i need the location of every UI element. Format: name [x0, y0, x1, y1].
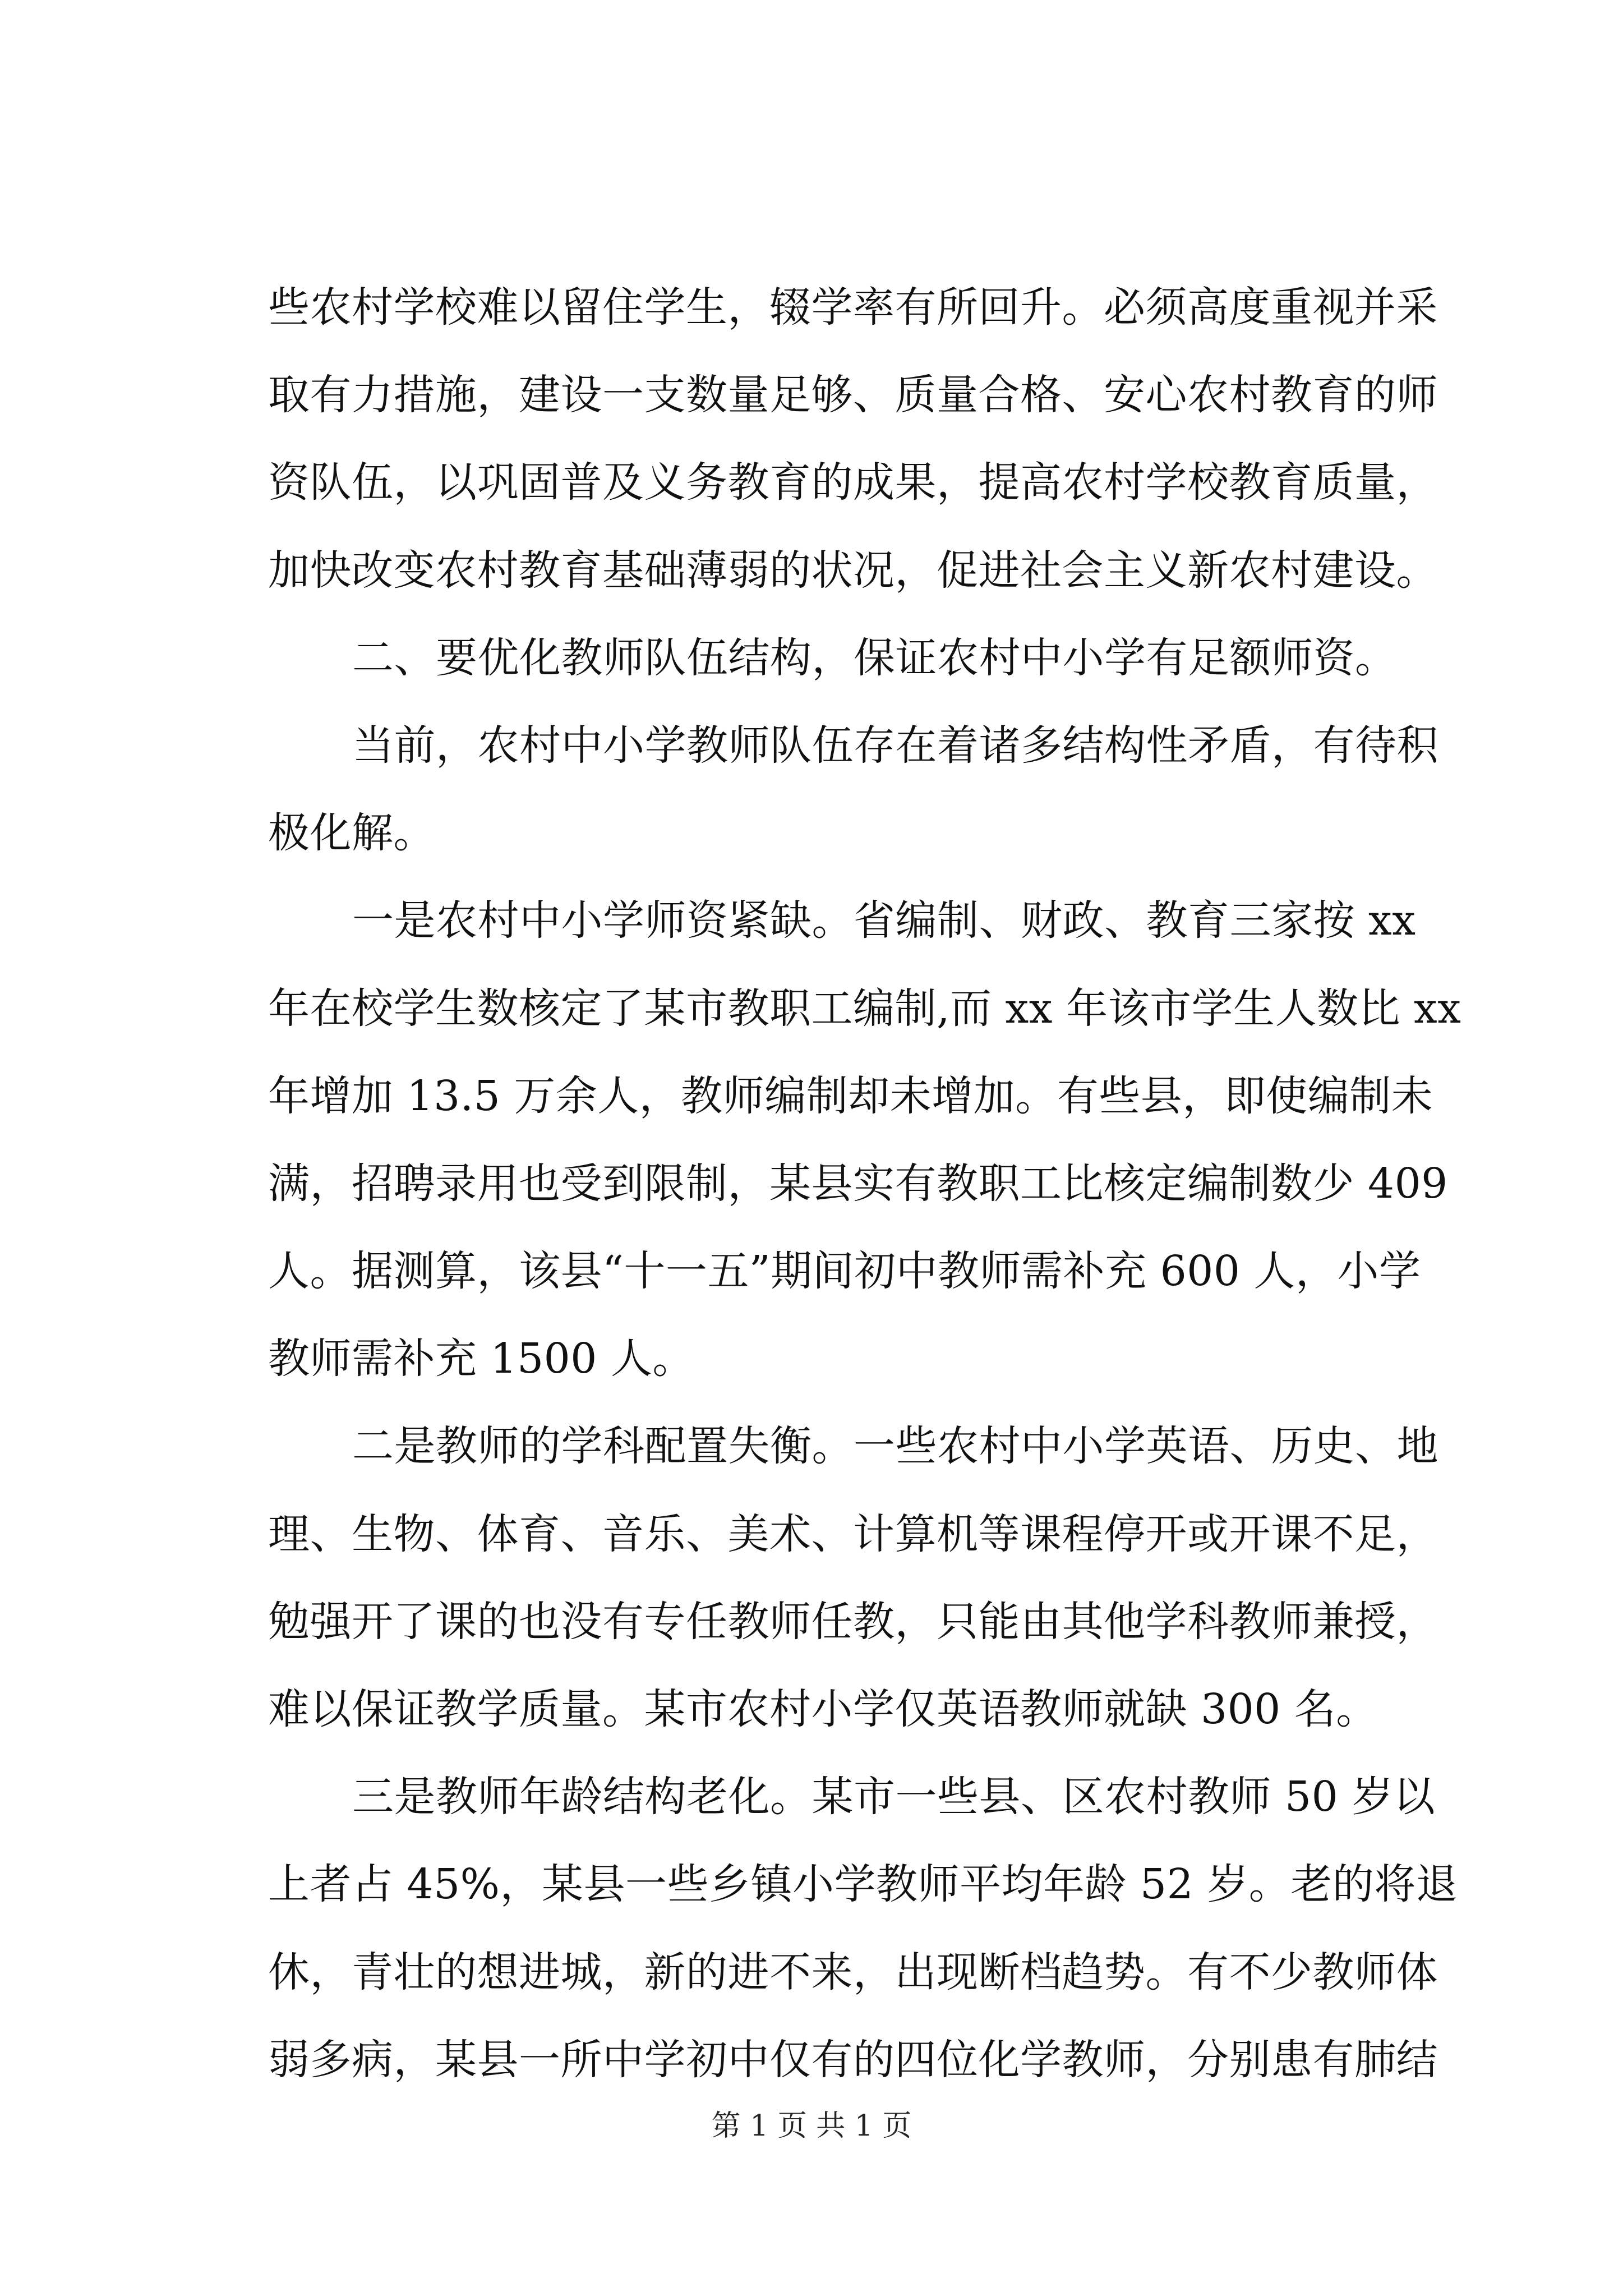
text-line: 三是教师年龄结构老化。某市一些县、区农村教师 50 岁以 [352, 1773, 1436, 1821]
text-line: 上者占 45%，某县一些乡镇小学教师平均年龄 52 岁。老的将退 [268, 1860, 1458, 1909]
text-line: 些农村学校难以留住学生，辍学率有所回升。必须高度重视并采 [268, 283, 1438, 332]
text-line: 人。据测算，该县“十一五”期间初中教师需补充 600 人，小学 [268, 1247, 1421, 1296]
text-line: 二是教师的学科配置失衡。一些农村中小学英语、历史、地 [352, 1422, 1438, 1471]
text-line: 教师需补充 1500 人。 [268, 1335, 694, 1383]
text-line: 满，招聘录用也受到限制，某县实有教职工比核定编制数少 409 [268, 1159, 1448, 1208]
text-line: 弱多病，某县一所中学初中仅有的四位化学教师，分别患有肺结 [268, 2035, 1438, 2084]
page-footer [0, 2109, 1623, 2143]
text-line: 年增加 13.5 万余人，教师编制却未增加。有些县，即使编制未 [268, 1071, 1433, 1120]
text-line: 取有力措施，建设一支数量足够、质量合格、安心农村教育的师 [268, 371, 1438, 420]
page-number: 第 1 页 共 1 页 [711, 2109, 912, 2143]
text-line: 难以保证教学质量。某市农村小学仅英语教师就缺 300 名。 [268, 1685, 1378, 1733]
text-line: 当前，农村中小学教师队伍存在着诸多结构性矛盾，有待积 [352, 721, 1438, 770]
text-line: 极化解。 [268, 809, 435, 858]
text-line: 勉强开了课的也没有专任教师任教，只能由其他学科教师兼授， [268, 1597, 1438, 1646]
text-line: 理、生物、体育、音乐、美术、计算机等课程停开或开课不足， [268, 1510, 1438, 1558]
text-line: 一是农村中小学师资紧缺。省编制、财政、教育三家按 xx [352, 896, 1416, 945]
text-line: 休，青壮的想进城，新的进不来，出现断档趋势。有不少教师体 [268, 1948, 1438, 1996]
text-line: 年在校学生数核定了某市教职工编制,而 xx 年该市学生人数比 xx [268, 984, 1461, 1033]
section-heading: 二、要优化教师队伍结构，保证农村中小学有足额师资。 [352, 633, 1397, 682]
document-body [268, 264, 1461, 2104]
text-line: 加快改变农村教育基础薄弱的状况，促进社会主义新农村建设。 [268, 546, 1438, 595]
text-line: 资队伍，以巩固普及义务教育的成果，提高农村学校教育质量， [268, 458, 1438, 507]
